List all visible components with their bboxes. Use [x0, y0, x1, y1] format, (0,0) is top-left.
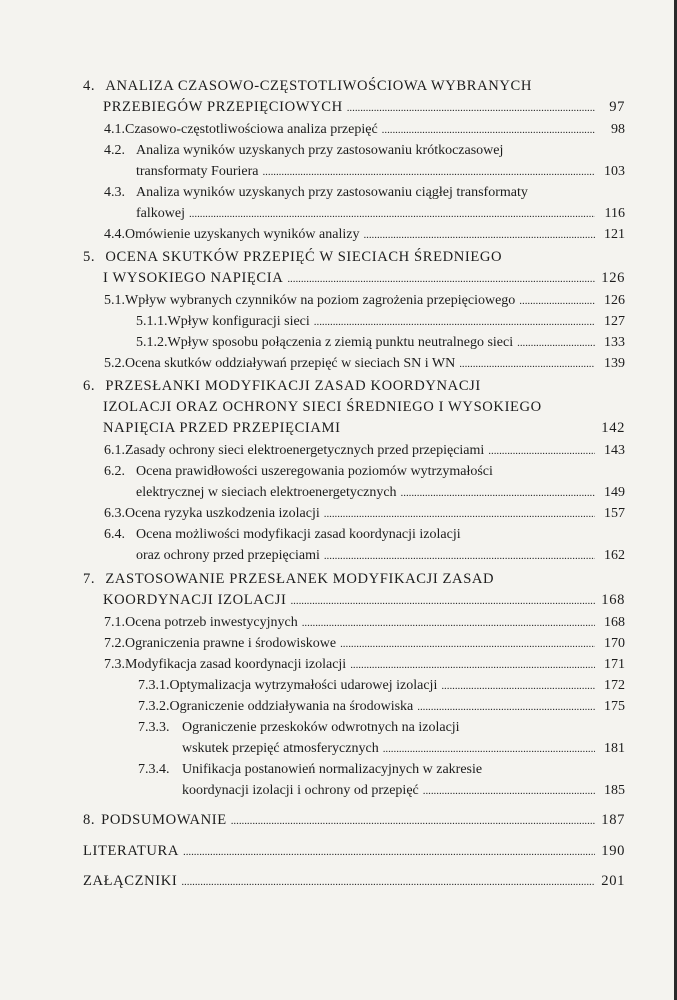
- toc-section-6-4[interactable]: [136, 545, 625, 567]
- toc-chapter-number: 6.: [83, 378, 96, 394]
- dot-leader: [347, 98, 595, 119]
- section-title: Optymalizacja wytrzymałości udarowej izolacji: [169, 678, 438, 693]
- toc-chapter-number: 5.: [83, 249, 96, 265]
- dot-leader: [423, 781, 595, 802]
- toc-chapter-5-heading: [83, 247, 502, 268]
- section-number: 6.3.: [104, 506, 125, 521]
- dot-leader: [324, 504, 595, 525]
- section-number: 7.3.1.: [138, 678, 170, 693]
- toc-literatura-entry[interactable]: [83, 841, 625, 863]
- section-title-line: Ocena prawidłowości uszeregowania poziomów wytrzymałości: [136, 464, 493, 479]
- section-title-line: falkowej: [136, 206, 185, 221]
- page-number: 149: [604, 485, 625, 500]
- section-number: 6.4.: [104, 527, 125, 542]
- section-number: 7.3.: [104, 657, 125, 672]
- section-title: Zasady ochrony sieci elektroenergetycznych przed przepięciami: [125, 443, 485, 458]
- section-title: Ocena potrzeb inwestycyjnych: [125, 615, 298, 630]
- page-number: 170: [604, 636, 625, 651]
- section-title-line: oraz ochrony przed przepięciami: [136, 548, 320, 563]
- section-number: 5.1.1.: [136, 314, 168, 329]
- toc-chapter-title-line: I WYSOKIEGO NAPIĘCIA: [103, 270, 284, 286]
- page-number: 133: [604, 335, 625, 350]
- toc-section-4-2[interactable]: [136, 161, 625, 183]
- dot-leader: [290, 591, 595, 612]
- dot-leader: [287, 269, 595, 290]
- page-number: 201: [601, 873, 625, 889]
- section-title: Wpływ sposobu połączenia z ziemią punktu neutralnego sieci: [167, 335, 514, 350]
- page-number: 98: [611, 122, 625, 137]
- page-number: 121: [604, 227, 625, 242]
- toc-section-7-3[interactable]: [104, 654, 625, 676]
- toc-section-4-3[interactable]: [136, 203, 625, 225]
- dot-leader: [324, 546, 595, 567]
- section-title-line: Analiza wyników uzyskanych przy zastosowaniu krótkoczasowej: [136, 143, 504, 158]
- section-title: Modyfikacja zasad koordynacji izolacji: [125, 657, 347, 672]
- dot-leader: [183, 842, 595, 863]
- toc-section-6-3[interactable]: [104, 503, 625, 525]
- section-number: 7.2.: [104, 636, 125, 651]
- section-number: 4.4.: [104, 227, 125, 242]
- toc-section-7-3-4-line1: [138, 759, 482, 780]
- dot-leader: [517, 333, 595, 354]
- page-number: 181: [604, 741, 625, 756]
- page-number: 139: [604, 356, 625, 371]
- section-title-line: Ocena możliwości modyfikacji zasad koordynacji izolacji: [136, 527, 461, 542]
- section-title: Omówienie uzyskanych wyników analizy: [125, 227, 360, 242]
- page-number: 142: [601, 420, 625, 436]
- toc-chapter-number: 7.: [83, 571, 96, 587]
- dot-leader: [441, 676, 595, 697]
- toc-chapter-title-line: KOORDYNACJI IZOLACJI: [103, 592, 287, 608]
- dot-leader: [350, 655, 595, 676]
- section-title: Wpływ wybranych czynników na poziom zagrożenia przepięciowego: [125, 293, 516, 308]
- toc-chapter-number: 8.: [83, 812, 96, 828]
- toc-section-5-1-2[interactable]: [136, 332, 625, 354]
- dot-leader: [314, 312, 595, 333]
- dot-leader: [340, 634, 595, 655]
- dot-leader: [181, 872, 595, 893]
- section-title-line: koordynacji izolacji i ochrony od przepięć: [182, 783, 419, 798]
- section-number: 4.2.: [104, 143, 125, 158]
- page-number: 143: [604, 443, 625, 458]
- toc-chapter-6-heading: [83, 376, 481, 397]
- toc-chapter-title-line: ANALIZA CZASOWO-CZĘSTOTLIWOŚCIOWA WYBRANYCH: [105, 78, 532, 94]
- toc-section-5-1[interactable]: [104, 290, 625, 312]
- page-number: 187: [601, 812, 625, 828]
- toc-chapter-4-heading: [83, 76, 532, 97]
- toc-chapter-4-entry[interactable]: [103, 97, 625, 119]
- section-title-line: transformaty Fouriera: [136, 164, 259, 179]
- toc-section-7-3-3-line1: [138, 717, 460, 738]
- dot-leader: [488, 441, 595, 462]
- toc-chapter-title-line: NAPIĘCIA PRZED PRZEPIĘCIAMI: [103, 420, 341, 436]
- toc-section-4-1[interactable]: [104, 119, 625, 141]
- toc-chapter-title: LITERATURA: [83, 843, 179, 859]
- toc-chapter-title-line: OCENA SKUTKÓW PRZEPIĘĆ W SIECIACH ŚREDNIEGO: [105, 249, 503, 265]
- toc-chapter-6-entry[interactable]: [103, 418, 625, 440]
- dot-leader: [459, 354, 595, 375]
- toc-section-4-4[interactable]: [104, 224, 625, 246]
- section-number: 5.1.2.: [136, 335, 168, 350]
- dot-leader: [231, 811, 595, 832]
- toc-chapter-5-entry[interactable]: [103, 268, 625, 290]
- section-title: Czasowo-częstotliwościowa analiza przepięć: [125, 122, 378, 137]
- dot-leader: [302, 613, 595, 634]
- toc-chapter-title-line: PRZEBIEGÓW PRZEPIĘCIOWYCH: [103, 99, 343, 115]
- dot-leader: [519, 291, 595, 312]
- dot-leader: [417, 697, 595, 718]
- page-number: 103: [604, 164, 625, 179]
- dot-leader: [401, 483, 595, 504]
- dot-leader: [382, 120, 595, 141]
- page-number: 126: [601, 270, 625, 286]
- section-title: Ograniczenie oddziaływania na środowiska: [169, 699, 414, 714]
- section-number: 7.1.: [104, 615, 125, 630]
- section-number: 4.1.: [104, 122, 125, 137]
- toc-section-7-3-3[interactable]: [182, 738, 625, 760]
- section-title: Ocena ryzyka uszkodzenia izolacji: [125, 506, 320, 521]
- page-number: 157: [604, 506, 625, 521]
- section-title-line: Analiza wyników uzyskanych przy zastosowaniu ciągłej transformaty: [136, 185, 528, 200]
- toc-chapter-7-entry[interactable]: [103, 590, 625, 612]
- page-number: 171: [604, 657, 625, 672]
- page-number: 162: [604, 548, 625, 563]
- toc-section-4-2-line1: [104, 140, 503, 161]
- section-number: 7.3.2.: [138, 699, 170, 714]
- section-number: 5.1.: [104, 293, 125, 308]
- toc-section-4-3-line1: [104, 182, 528, 203]
- page-number: 127: [604, 314, 625, 329]
- section-number: 7.3.4.: [138, 762, 170, 777]
- section-title-line: Ograniczenie przeskoków odwrotnych na izolacji: [182, 720, 460, 735]
- toc-section-7-1[interactable]: [104, 612, 625, 634]
- toc-zalaczniki-entry[interactable]: [83, 871, 625, 893]
- section-title: Ocena skutków oddziaływań przepięć w sieciach SN i WN: [125, 356, 456, 371]
- toc-chapter-6-heading-line2: [103, 397, 542, 418]
- toc-section-7-3-4[interactable]: [182, 780, 625, 802]
- page-number: 126: [604, 293, 625, 308]
- dot-leader: [383, 739, 595, 760]
- page-number: 175: [604, 699, 625, 714]
- toc-chapter-title-line: PRZESŁANKI MODYFIKACJI ZASAD KOORDYNACJI: [105, 378, 481, 394]
- section-number: 6.2.: [104, 464, 125, 479]
- page-number: 190: [601, 843, 625, 859]
- toc-section-6-2[interactable]: [136, 482, 625, 504]
- toc-chapter-title: PODSUMOWANIE: [101, 812, 227, 828]
- toc-chapter-number: 4.: [83, 78, 96, 94]
- page-number: 116: [604, 206, 625, 221]
- toc-section-6-2-line1: [104, 461, 493, 482]
- toc-chapter-8-entry[interactable]: [83, 810, 625, 832]
- toc-section-7-2[interactable]: [104, 633, 625, 655]
- section-number: 7.3.3.: [138, 720, 170, 735]
- section-title-line: elektrycznej w sieciach elektroenergetycznych: [136, 485, 397, 500]
- toc-chapter-title: ZAŁĄCZNIKI: [83, 873, 178, 889]
- section-title-line: wskutek przepięć atmosferycznych: [182, 741, 379, 756]
- toc-chapter-7-heading: [83, 569, 494, 590]
- page-number: 185: [604, 783, 625, 798]
- toc-chapter-title-line: IZOLACJI ORAZ OCHRONY SIECI ŚREDNIEGO I WYSOKIEGO: [103, 399, 542, 415]
- dot-leader: [363, 225, 595, 246]
- toc-section-6-1[interactable]: [104, 440, 625, 462]
- section-title: Ograniczenia prawne i środowiskowe: [125, 636, 337, 651]
- section-number: 5.2.: [104, 356, 125, 371]
- section-title: Wpływ konfiguracji sieci: [167, 314, 310, 329]
- page-number: 168: [604, 615, 625, 630]
- toc-chapter-title-line: ZASTOSOWANIE PRZESŁANEK MODYFIKACJI ZASAD: [105, 571, 495, 587]
- section-title-line: Unifikacja postanowień normalizacyjnych w zakresie: [182, 762, 483, 777]
- toc-section-7-3-1[interactable]: [138, 675, 625, 697]
- section-number: 6.1.: [104, 443, 125, 458]
- page-number: 172: [604, 678, 625, 693]
- page-number: 168: [601, 592, 625, 608]
- toc-section-5-2[interactable]: [104, 353, 625, 375]
- section-number: 4.3.: [104, 185, 125, 200]
- toc-section-6-4-line1: [104, 524, 461, 545]
- toc-section-5-1-1[interactable]: [136, 311, 625, 333]
- dot-leader: [189, 204, 595, 225]
- toc-section-7-3-2[interactable]: [138, 696, 625, 718]
- page-number: 97: [609, 99, 625, 115]
- dot-leader: [262, 162, 595, 183]
